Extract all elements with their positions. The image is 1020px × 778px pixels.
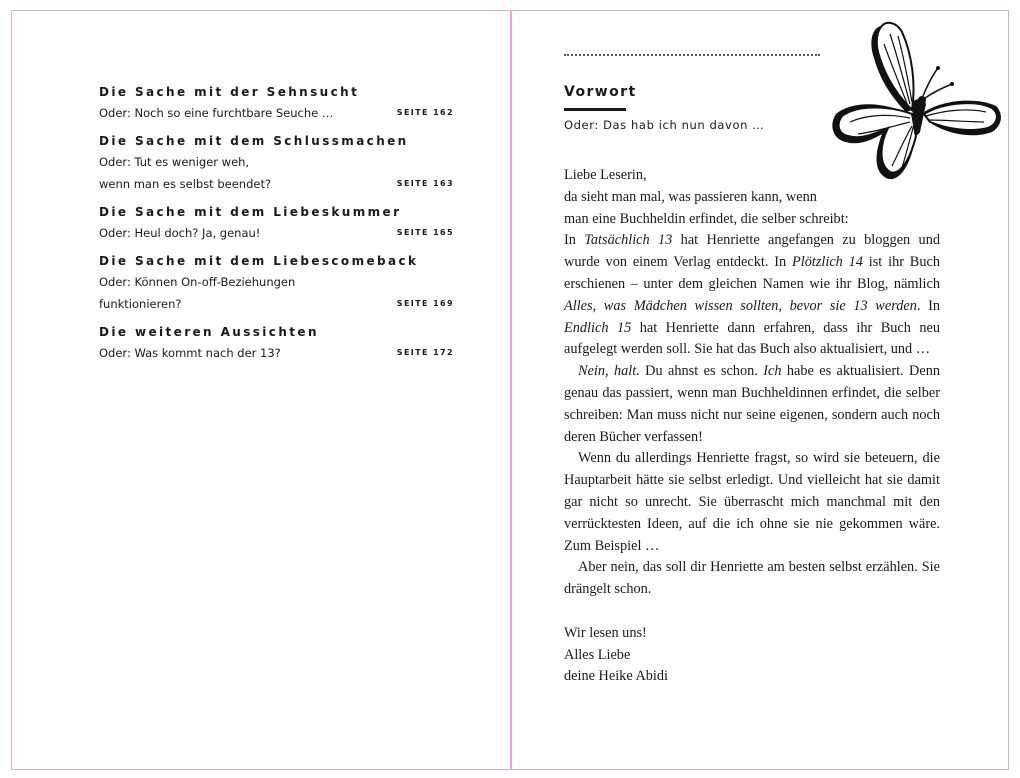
toc-subtitle-line: Oder: Tut es weniger weh, <box>99 155 250 169</box>
book-title: Endlich 15 <box>564 319 632 336</box>
toc-entry-title: Die Sache mit dem Liebescomeback <box>99 254 419 268</box>
text-run: In <box>564 232 585 249</box>
heading-underline <box>564 108 626 111</box>
closing-line: Wir lesen uns! <box>564 624 647 641</box>
salutation: Liebe Leserin, <box>564 167 647 183</box>
toc-subtitle-line: Oder: Noch so eine furchtbare Seuche … <box>99 106 334 120</box>
toc-entry-subtitle <box>99 102 454 124</box>
book-title: Tatsächlich 13 <box>584 232 673 249</box>
toc-page-number: SEITE 162 <box>396 108 454 117</box>
toc-entry <box>99 251 454 315</box>
book-title: Alles, was Mädchen wissen sollten, bevor sie 13 werden <box>564 297 917 314</box>
spacer <box>564 601 940 623</box>
toc-page-number: SEITE 163 <box>396 179 454 188</box>
text-run: ist ihr Buch erschienen – unter dem gleichen Namen wie ihr Blog, nämlich <box>564 254 940 292</box>
foreword-body <box>564 165 940 688</box>
text-run: habe es aktualisiert. Denn genau das passiert, wenn man Buchheldinnen erfindet, die selber schreiben: Man muss nicht nur seine eigenen, sondern auch noch deren Bücher verfassen! <box>564 363 940 445</box>
toc-subtitle-line: Oder: Heul doch? Ja, genau! <box>99 226 261 240</box>
page-gutter <box>510 10 512 770</box>
toc-page-number: SEITE 172 <box>396 348 454 357</box>
body-line: da sieht man mal, was passieren kann, wenn <box>564 188 817 205</box>
closing-line: Alles Liebe <box>564 646 631 663</box>
paragraph <box>564 361 940 448</box>
toc-page-number: SEITE 165 <box>396 228 454 237</box>
text-run: . In <box>916 297 941 314</box>
toc-entry <box>99 202 454 244</box>
toc-page-number: SEITE 169 <box>396 299 454 308</box>
text-run: hat Henriette dann erfahren, dass ihr Buch neu aufgelegt werden soll. Sie hat das Buch also aktualisiert, und … <box>564 319 940 358</box>
toc-entry <box>99 322 454 364</box>
toc-entry <box>99 131 454 195</box>
text-run: Du ahnst es schon. <box>639 363 764 380</box>
toc-subtitle-line: funktionieren? <box>99 297 182 311</box>
toc-entry-subtitle <box>99 271 454 315</box>
toc-entry-title: Die weiteren Aussichten <box>99 325 319 339</box>
emphasis: Ich <box>763 363 782 380</box>
toc-entry-subtitle <box>99 222 454 244</box>
toc-entry-subtitle <box>99 151 454 195</box>
toc-subtitle-line: Oder: Was kommt nach der 13? <box>99 346 281 360</box>
toc-entry <box>99 82 454 124</box>
toc-entry-title: Die Sache mit der Sehnsucht <box>99 85 360 99</box>
paragraph: Wenn du allerdings Henriette fragst, so wird sie beteuern, die Hauptarbeit hätte sie selbst erledigt. Und vielleicht hat sie damit gar nicht so unrecht. Sie überrascht mich manchmal mit den verrücktesten Ideen, auf die ich ohne sie nie gekommen wäre. Zum Beispiel … <box>564 450 940 554</box>
paragraph <box>564 230 940 361</box>
foreword-subheading: Oder: Das hab ich nun davon … <box>564 118 765 132</box>
toc-subtitle-line: Oder: Können On-off-Beziehungen <box>99 275 296 289</box>
toc-entry-title: Die Sache mit dem Liebeskummer <box>99 205 402 219</box>
toc-subtitle-line: wenn man es selbst beendet? <box>99 177 272 191</box>
dotted-divider <box>564 54 820 56</box>
foreword-heading: Vorwort <box>564 84 637 100</box>
book-title: Plötzlich 14 <box>792 254 863 271</box>
text-run: hat Henriette angefangen zu bloggen und wurde von einem Verlag entdeckt. In <box>564 232 940 271</box>
toc-entry-subtitle <box>99 342 454 364</box>
table-of-contents <box>99 82 454 371</box>
emphasis: Nein, halt. <box>578 363 640 380</box>
toc-entry-title: Die Sache mit dem Schlussmachen <box>99 134 409 148</box>
signature: deine Heike Abidi <box>564 668 669 685</box>
body-line: man eine Buchheldin erfindet, die selber schreibt: <box>564 210 849 227</box>
paragraph: Aber nein, das soll dir Henriette am besten selbst erzählen. Sie drängelt schon. <box>564 559 940 598</box>
